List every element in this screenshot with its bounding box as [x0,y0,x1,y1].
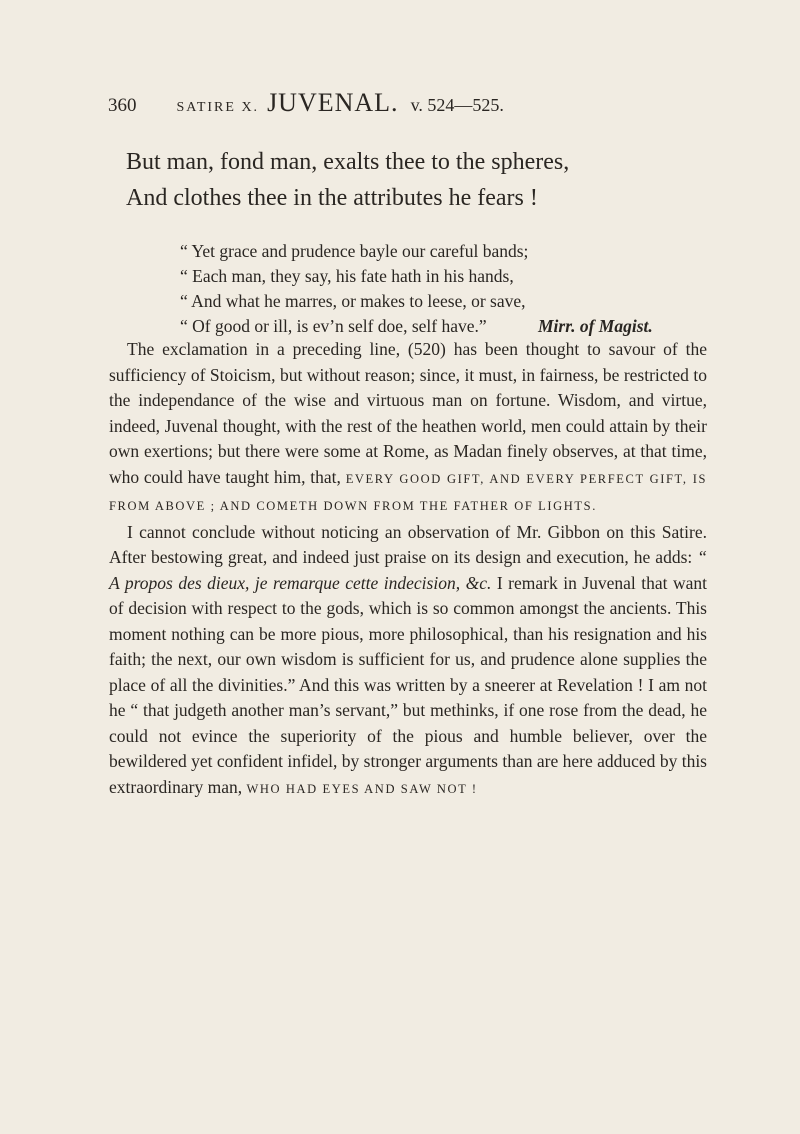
verse-line: But man, fond man, exalts thee to the spheres, [126,149,570,175]
note-paragraph [109,337,707,520]
note-text: The exclamation in a preceding line, (520) has been thought to savour of the sufficiency of Stoicism, but without reason; since, it must, in fairness, be restricted to the independance of the wise and virtuous man on fortune. Wisdom, and virtue, indeed, Juvenal thought, with the rest of the heathen world, men could attain by their own exertions; but there were some at Rome, as Madan finely observes, at that time, who could have taught him, that, [109,339,707,487]
scripture-quote: EVERY GOOD GIFT, AND EVERY PERFECT GIFT, IS FROM ABOVE ; AND COMETH DOWN FROM THE FATHER OF LIGHTS. [109,471,708,513]
quote-citation: Mirr. of Magist. [538,316,653,336]
quote-line: “ Each man, they say, his fate hath in his hands, [180,266,514,286]
note-text: I cannot conclude without noticing an observation of Mr. Gibbon on this Satire. After bestowing great, and indeed just praise on its design and execution, he adds: [109,521,707,567]
satire-label: SATIRE X. [176,100,260,115]
quote-line-last [180,314,700,339]
note-text: I remark in Juvenal that want of decision with respect to the gods, which is so common amongst the ancients. This moment nothing can be more pious, more philosophical, than his resignation and his faith; the next, our own wisdom is sufficient for us, and prudence alone supplies the place of all the divinities.” And this was written by a sneerer at Revelation ! I am not he “ that judgeth another man’s servant,” but methinks, if one rose from the dead, he could not evince the superiority of the pious and humble believer, over the bewildered yet confident infidel, by stronger arguments than are here adduced by this extraordinary man, [109,572,708,797]
note-paragraph [109,520,707,803]
quote-line: “ Yet grace and prudence bayle our careful bands; [180,241,529,261]
closing-phrase: WHO HAD EYES AND SAW NOT ! [246,781,478,796]
french-quote: “ A propos des dieux, je remarque cette indecision, &c. [109,547,707,593]
commentary [109,337,707,802]
page-number: 360 [108,95,137,116]
verse-line: And clothes thee in the attributes he fears ! [126,185,538,211]
verse-translation [126,144,706,216]
quote-line: “ Of good or ill, is ev’n self doe, self have.” [180,316,487,336]
verse-range: v. 524—525. [410,95,504,115]
running-header [108,88,708,118]
quote-line: “ And what he marres, or makes to leese, or save, [180,291,526,311]
author-title: JUVENAL. [267,88,399,117]
mirror-quotation [180,239,700,339]
